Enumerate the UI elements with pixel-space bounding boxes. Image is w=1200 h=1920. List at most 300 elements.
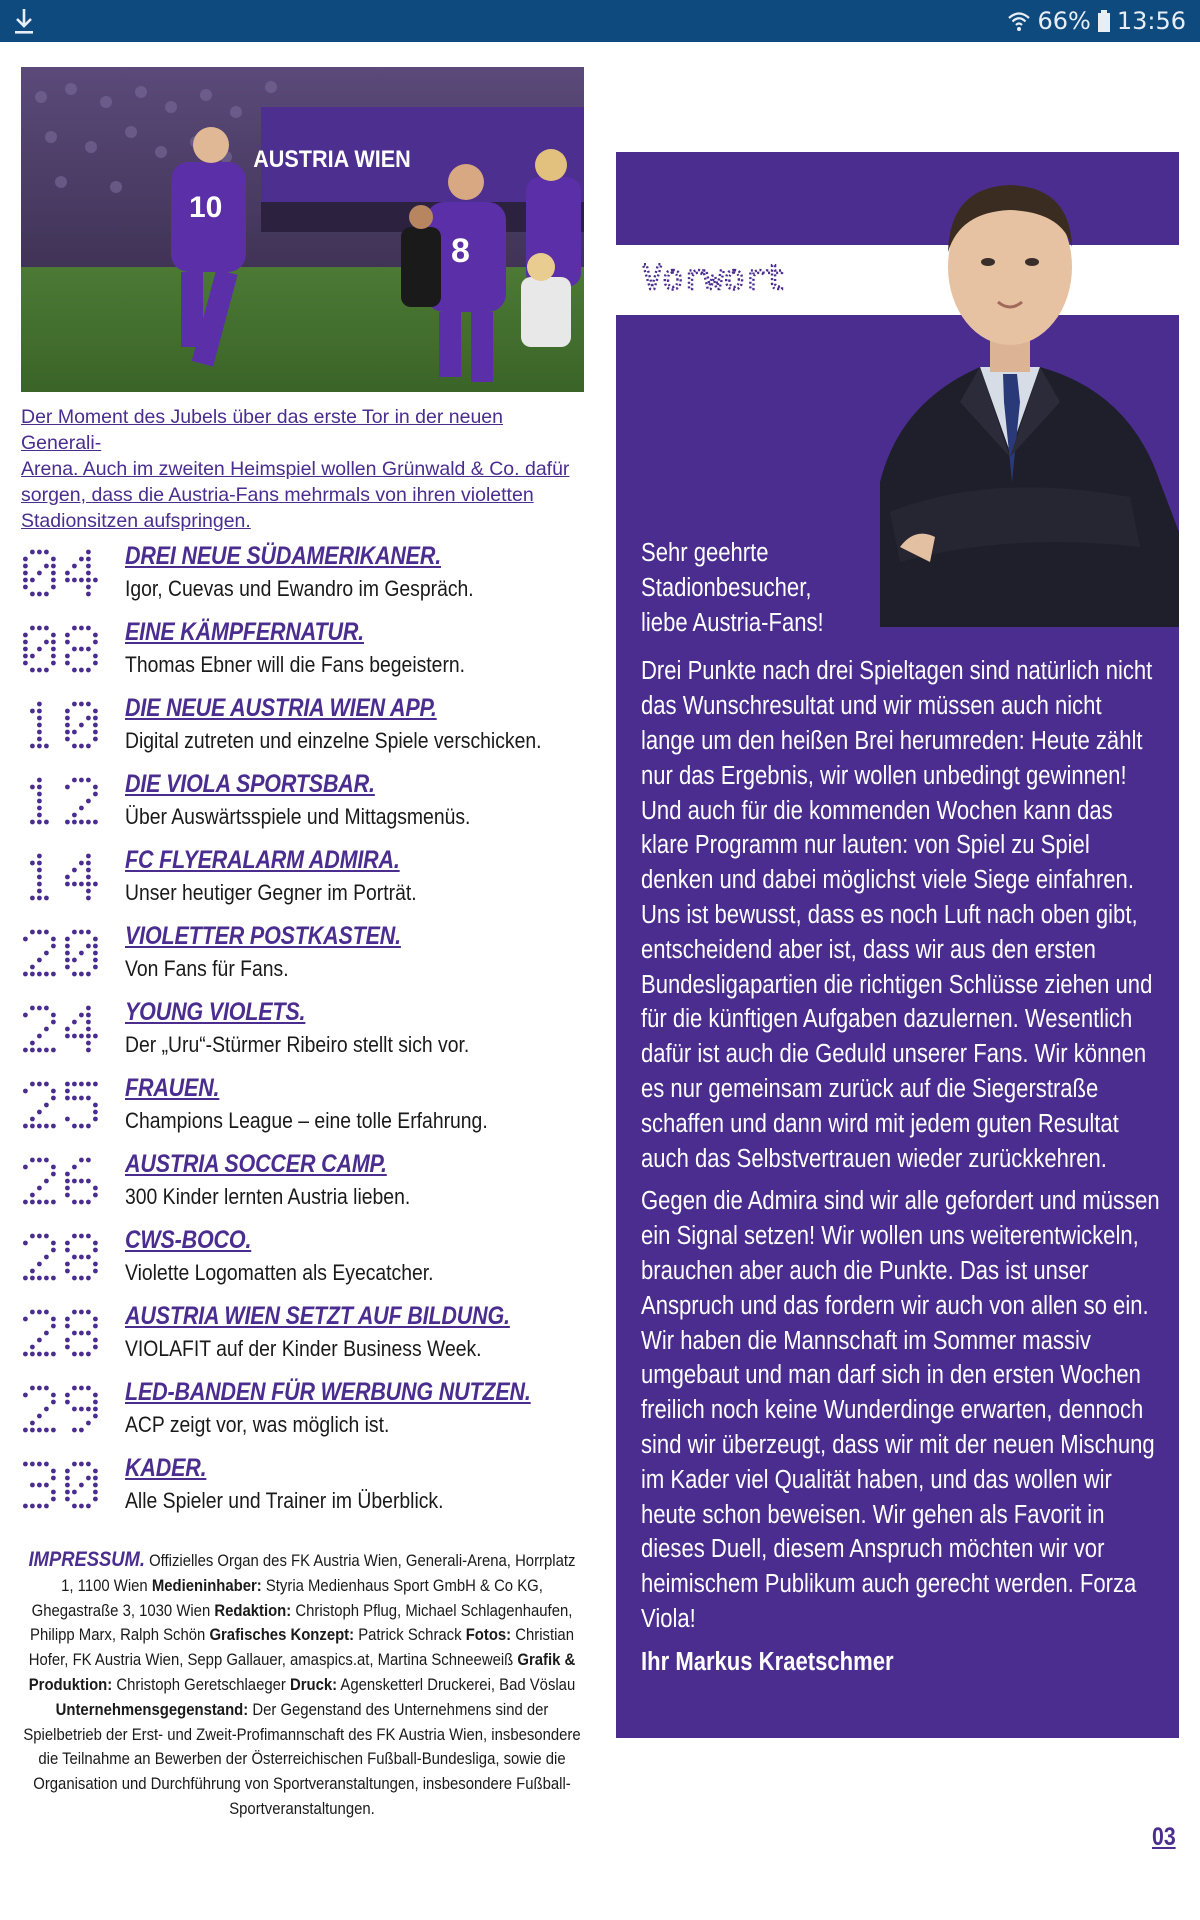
match-photo (21, 67, 584, 392)
toc-description: Unser heutiger Gegner im Porträt. (125, 880, 417, 905)
page-digit-dot (72, 972, 77, 977)
page-digit-dot (23, 557, 28, 562)
clock: 13:56 (1116, 7, 1186, 35)
page-digit-dot (51, 1476, 56, 1481)
page-digit-dot (44, 592, 49, 597)
page-digit-dot (65, 709, 70, 714)
toc-title-link[interactable]: EINE KÄMPFERNATUR. (125, 618, 364, 646)
toc-page-number (20, 700, 100, 750)
page-digit-dot (37, 1082, 42, 1087)
page-digit-dot (86, 1255, 91, 1260)
page-digit-dot (65, 1089, 70, 1094)
page-digit-dot (30, 1048, 35, 1053)
page-digit-dot (79, 557, 84, 562)
status-right (1007, 7, 1186, 35)
page-digit-dot (86, 1096, 91, 1101)
page-digit-dot (51, 1172, 56, 1177)
letter-signature: Ihr Markus Kraetschmer (641, 1647, 894, 1676)
page-digit-dot (72, 1200, 77, 1205)
page-digit-dot (51, 1428, 56, 1433)
page-digit-dot (30, 861, 35, 866)
page-digit-dot (86, 1006, 91, 1011)
toc-description: 300 Kinder lernten Austria lieben. (125, 1184, 411, 1209)
page-digit-dot (72, 1428, 77, 1433)
page-digit-dot (37, 1276, 42, 1281)
toc-item[interactable] (20, 1452, 595, 1528)
page-digit-dot (44, 1331, 49, 1336)
toc-title-link[interactable]: FC FLYERALARM ADMIRA. (125, 846, 400, 874)
page-digit-dot (44, 640, 49, 645)
page-digit-dot (79, 1352, 84, 1357)
page-digit-dot (65, 654, 70, 659)
page-digit-dot (51, 1352, 56, 1357)
page-digit-dot (86, 1048, 91, 1053)
impressum: IMPRESSUM. Offizielles Organ des FK Austria Wien, Generali-Arena, Horrplatz 1, 1100 Wien Medieninhaber: Styria Medienhaus Sport GmbH & Co KG, Ghegastraße 3, 1030 Wien Redaktion: Christoph Pflug, Michael Schlagenhaufen, Philipp Marx, Ralph Schön Grafisches Konzept: Patrick Schrack Fotos: Christian Hofer, FK Austria Wien, Sepp Gallauer, amaspics.at, Martina Schneeweiß Grafik & Produktion: Christoph Geretschlaeger Druck: Agensketterl Druckerei, Bad Vöslau Unternehmensgegenstand: Der Gegenstand des Unternehmens sind der Spielbetrieb der Erst- und Zweit-Profimannschaft des FK Austria Wien, insbesondere die Teilnahme an Bewerben der Österreichischen Fußball-Bundesliga, sowie die Organisation und Durchführung von Sportveranstaltungen, insbesondere Fußball-Sportveranstaltungen. (23, 1548, 581, 1818)
page-digit-dot (37, 626, 42, 631)
page-digit-dot (37, 1483, 42, 1488)
page-digit-dot (37, 854, 42, 859)
page-digit-dot (93, 1414, 98, 1419)
page-digit-dot (23, 647, 28, 652)
page-digit-dot (79, 1255, 84, 1260)
page-digit-dot (30, 744, 35, 749)
page-digit-dot (65, 716, 70, 721)
page-digit-dot (65, 958, 70, 963)
page-digit-dot (30, 1006, 35, 1011)
page-digit-dot (93, 1117, 98, 1122)
page-digit-dot (37, 1006, 42, 1011)
page-digit-dot (30, 1193, 35, 1198)
page-digit-dot (23, 1276, 28, 1281)
status-bar (0, 0, 1200, 42)
page-digit-dot (23, 1089, 28, 1094)
page-digit-dot (23, 633, 28, 638)
page-digit-dot (65, 1027, 70, 1032)
toc-title-link[interactable]: KADER. (125, 1454, 207, 1482)
page-digit-dot (93, 944, 98, 949)
page-digit-dot (37, 896, 42, 901)
page-digit-dot (51, 1497, 56, 1502)
page-digit-dot (79, 702, 84, 707)
page-digit-dot (86, 1158, 91, 1163)
page-digit-dot (44, 1006, 49, 1011)
toc-item[interactable] (20, 1300, 595, 1376)
caption-line-2: Arena. Auch im zweiten Heimspiel wollen Grünwald & Co. dafür (21, 458, 570, 480)
page-digit-dot (44, 1255, 49, 1260)
toc-title-link[interactable]: YOUNG VIOLETS. (125, 998, 306, 1026)
page-digit-dot (37, 792, 42, 797)
toc-item[interactable] (20, 692, 595, 768)
page-digit-dot (72, 1310, 77, 1315)
page-digit-dot (86, 571, 91, 576)
svg-text:8: 8 (451, 232, 470, 270)
page-digit-dot (51, 1490, 56, 1495)
page-digit-dot (37, 1158, 42, 1163)
page-number: 03 (1152, 1823, 1176, 1851)
page-digit-dot (72, 1407, 77, 1412)
page-digit-dot (44, 564, 49, 569)
page-digit-dot (86, 868, 91, 873)
page-digit-dot (23, 1428, 28, 1433)
page-digit-dot (37, 861, 42, 866)
page-digit-dot (51, 1241, 56, 1246)
page-digit-dot (93, 716, 98, 721)
toc-item[interactable] (20, 920, 595, 996)
page-digit-dot (30, 709, 35, 714)
download-icon (12, 6, 36, 36)
page-digit-dot (86, 854, 91, 859)
page-digit-dot (93, 1082, 98, 1087)
toc-page-number (20, 1232, 100, 1282)
page-digit-dot (65, 1476, 70, 1481)
page-digit-dot (44, 1103, 49, 1108)
page-digit-dot (65, 640, 70, 645)
page-digit-dot (30, 1158, 35, 1163)
page-digit-dot (65, 578, 70, 583)
page-digit-dot (65, 1338, 70, 1343)
page-digit-dot (93, 1248, 98, 1253)
page-digit-dot (30, 1462, 35, 1467)
page-digit-dot (79, 1483, 84, 1488)
page-digit-dot (51, 1248, 56, 1253)
page-digit-dot (51, 937, 56, 942)
page-digit-dot (44, 1407, 49, 1412)
page-digit-dot (44, 1158, 49, 1163)
page-digit-dot (51, 1324, 56, 1329)
page-digit-dot (65, 1034, 70, 1039)
page-digit-dot (37, 744, 42, 749)
page-digit-dot (72, 578, 77, 583)
page-digit-dot (93, 1324, 98, 1329)
page-digit-dot (86, 592, 91, 597)
page-digit-dot (93, 730, 98, 735)
toc-title-link[interactable]: DIE NEUE AUSTRIA WIEN APP. (125, 694, 437, 722)
page-digit-dot (86, 1179, 91, 1184)
page-digit-dot (72, 1504, 77, 1509)
page-digit-dot (86, 820, 91, 825)
page-digit-dot (51, 1048, 56, 1053)
page-digit-dot (86, 778, 91, 783)
page-digit-dot (93, 1497, 98, 1502)
page-digit-dot (65, 875, 70, 880)
wifi-icon (1007, 9, 1031, 33)
page-digit-dot (37, 778, 42, 783)
toc-page-number (20, 624, 100, 674)
toc-item[interactable] (20, 616, 595, 692)
page-digit-dot (93, 820, 98, 825)
page-digit-dot (23, 654, 28, 659)
page-digit-dot (72, 626, 77, 631)
page-digit-dot (79, 1504, 84, 1509)
page-digit-dot (51, 1276, 56, 1281)
page-digit-dot (44, 668, 49, 673)
page-digit-dot (51, 1469, 56, 1474)
page-digit-dot (51, 1124, 56, 1129)
battery-percent: 66% (1037, 7, 1091, 35)
page-digit-dot (44, 1179, 49, 1184)
svg-text:10: 10 (189, 191, 223, 224)
toc-item[interactable] (20, 1224, 595, 1300)
page-digit-dot (37, 571, 42, 576)
page-digit-dot (86, 1407, 91, 1412)
page-digit-dot (23, 972, 28, 977)
page-digit-dot (72, 882, 77, 887)
page-digit-dot (37, 1462, 42, 1467)
toc-page-number (20, 548, 100, 598)
page-digit-dot (86, 1027, 91, 1032)
page-digit-dot (86, 1041, 91, 1046)
page-digit-dot (51, 1165, 56, 1170)
page-digit-dot (51, 1096, 56, 1101)
page-digit-dot (86, 585, 91, 590)
page-digit-dot (93, 640, 98, 645)
page-digit-dot (65, 1186, 70, 1191)
page-digit-dot (86, 882, 91, 887)
page-digit-dot (51, 1400, 56, 1405)
page-digit-dot (86, 799, 91, 804)
page-digit-dot (44, 1234, 49, 1239)
page-digit-dot (86, 1386, 91, 1391)
page-digit-dot (23, 1165, 28, 1170)
page-digit-dot (37, 592, 42, 597)
toc-title-link[interactable]: VIOLETTER POSTKASTEN. (125, 922, 401, 950)
page-digit-dot (37, 882, 42, 887)
page-digit-dot (44, 1027, 49, 1032)
page-digit-dot (72, 1386, 77, 1391)
page-digit-dot (93, 1262, 98, 1267)
page-digit-dot (37, 1110, 42, 1115)
page-digit-dot (37, 730, 42, 735)
caption-line-1: Der Moment des Jubels über das erste Tor in der neuen Generali- (21, 406, 503, 454)
page-digit-dot (79, 723, 84, 728)
page-digit-dot (72, 1255, 77, 1260)
page-digit-dot (86, 896, 91, 901)
page-digit-dot (30, 965, 35, 970)
page-digit-dot (44, 550, 49, 555)
impressum-heading: IMPRESSUM. (28, 1548, 145, 1571)
toc-title-link[interactable]: AUSTRIA SOCCER CAMP. (125, 1150, 387, 1178)
page-digit-dot (79, 951, 84, 956)
page-digit-dot (51, 1393, 56, 1398)
page-digit-dot (44, 1352, 49, 1357)
page-digit-dot (93, 1345, 98, 1350)
page-digit-dot (30, 626, 35, 631)
caption-line-3: sorgen, dass die Austria-Fans mehrmals von ihren violetten (21, 484, 534, 506)
toc-description: Alle Spieler und Trainer im Überblick. (125, 1488, 444, 1513)
page-digit-dot (30, 1421, 35, 1426)
page-digit-dot (93, 1269, 98, 1274)
toc-page-number (20, 928, 100, 978)
toc-page-number (20, 1460, 100, 1510)
page-digit-dot (51, 1200, 56, 1205)
page-digit-dot (23, 1317, 28, 1322)
toc-title-link[interactable]: LED-BANDEN FÜR WERBUNG NUTZEN. (125, 1378, 531, 1406)
page-digit-dot (79, 1462, 84, 1467)
toc-description: Thomas Ebner will die Fans begeistern. (125, 652, 466, 677)
page-digit-dot (37, 930, 42, 935)
page-digit-dot (37, 875, 42, 880)
page-digit-dot (72, 1082, 77, 1087)
page-digit-dot (30, 668, 35, 673)
page-digit-dot (51, 654, 56, 659)
page-digit-dot (86, 1234, 91, 1239)
toc-item[interactable] (20, 1148, 595, 1224)
page-digit-dot (93, 1186, 98, 1191)
page-digit-dot (65, 1400, 70, 1405)
page-digit-dot (86, 930, 91, 935)
page-digit-dot (30, 820, 35, 825)
page-digit-dot (44, 1200, 49, 1205)
caption-line-4: Stadionsitzen aufspringen. (21, 510, 251, 532)
page-digit-dot (51, 944, 56, 949)
page-digit-dot (37, 1200, 42, 1205)
toc-description: Igor, Cuevas und Ewandro im Gespräch. (125, 576, 474, 601)
page-digit-dot (65, 1172, 70, 1177)
page-digit-dot (79, 1428, 84, 1433)
page-digit-dot (30, 578, 35, 583)
toc-title-link[interactable]: AUSTRIA WIEN SETZT AUF BILDUNG. (125, 1302, 510, 1330)
page-digit-dot (93, 792, 98, 797)
page-digit-dot (72, 647, 77, 652)
page-digit-dot (72, 958, 77, 963)
page-digit-dot (51, 1317, 56, 1322)
page-digit-dot (23, 1013, 28, 1018)
page-digit-dot (93, 1241, 98, 1246)
page-digit-dot (72, 868, 77, 873)
page-digit-dot (86, 875, 91, 880)
page-digit-dot (37, 1186, 42, 1191)
toc-title-link[interactable]: CWS-BOCO. (125, 1226, 252, 1254)
page-digit-dot (79, 1082, 84, 1087)
toc-description: Digital zutreten und einzelne Spiele verschicken. (125, 728, 542, 753)
page-digit-dot (44, 951, 49, 956)
page-digit-dot (51, 557, 56, 562)
vorwort-heading (640, 258, 800, 298)
page-digit-dot (86, 1421, 91, 1426)
page-digit-dot (86, 1276, 91, 1281)
page-digit-dot (65, 1241, 70, 1246)
page-digit-dot (23, 937, 28, 942)
page-digit-dot (93, 1407, 98, 1412)
page-digit-dot (86, 550, 91, 555)
page-digit-dot (93, 723, 98, 728)
page-digit-dot (93, 654, 98, 659)
page-digit-dot (23, 1504, 28, 1509)
page-digit-dot (93, 1034, 98, 1039)
toc-description: Der „Uru“-Stürmer Ribeiro stellt sich vor. (125, 1032, 470, 1057)
page-digit-dot (86, 1504, 91, 1509)
page-digit-dot (86, 564, 91, 569)
page-digit-dot (30, 1386, 35, 1391)
page-digit-dot (37, 1352, 42, 1357)
toc-title-link[interactable]: DREI NEUE SÜDAMERIKANER. (125, 542, 442, 570)
toc-description: Champions League – eine tolle Erfahrung. (125, 1108, 488, 1133)
page-digit-dot (30, 1352, 35, 1357)
toc-item[interactable] (20, 768, 595, 844)
page-digit-dot (37, 813, 42, 818)
page-digit-dot (23, 564, 28, 569)
toc-item[interactable] (20, 1072, 595, 1148)
page-digit-dot (86, 1476, 91, 1481)
page-digit-dot (30, 1117, 35, 1122)
page-digit-dot (72, 1234, 77, 1239)
letter-paragraph-2: Gegen die Admira sind wir alle gefordert und müssen ein Signal setzen! Wir wollen uns weiterentwickeln, brauchen aber auch die Punkte. Das ist unser Anspruch und das fordern wir auch von allen so ein. Wir haben die Mannschaft im Sommer massiv umgebaut und man darf sich in den ersten Wochen freilich noch keine Wunderdinge erwarten, dennoch sind wir überzeugt, dass wir mit der neuen Mischung im Kader viel Qualität haben, und das wollen wir heute schon beweisen. Wir gehen als Favorit in dieses Duell, diesem Anspruch möchten wir vor heimischem Publikum auch gerecht werden. Forza Viola! (641, 1187, 1160, 1633)
page-digit-dot (86, 1020, 91, 1025)
page-digit-dot (72, 820, 77, 825)
page-digit-dot (37, 550, 42, 555)
page-digit-dot (65, 1490, 70, 1495)
page-digit-dot (51, 1089, 56, 1094)
page-digit-dot (30, 972, 35, 977)
page-digit-dot (51, 1013, 56, 1018)
page-digit-dot (37, 1504, 42, 1509)
page-digit-dot (65, 737, 70, 742)
toc-page-number (20, 1308, 100, 1358)
toc-description: ACP zeigt vor, was möglich ist. (125, 1412, 390, 1437)
page-digit-dot (37, 1386, 42, 1391)
page-digit-dot (72, 668, 77, 673)
vorwort-letter (641, 536, 1161, 1688)
page-digit-dot (86, 1462, 91, 1467)
toc-title-link[interactable]: FRAUEN. (125, 1074, 220, 1102)
toc-page-number (20, 1004, 100, 1054)
toc-item[interactable] (20, 1376, 595, 1452)
page-digit-dot (65, 661, 70, 666)
page-digit-dot (51, 640, 56, 645)
toc-title-link[interactable]: DIE VIOLA SPORTSBAR. (125, 770, 375, 798)
page-digit-dot (65, 1096, 70, 1101)
page-digit-dot (79, 1096, 84, 1101)
page-digit-dot (44, 1483, 49, 1488)
page-digit-dot (72, 564, 77, 569)
page-digit-dot (23, 1462, 28, 1467)
page-digit-dot (72, 1462, 77, 1467)
page-digit-dot (65, 1269, 70, 1274)
page-digit-dot (23, 1352, 28, 1357)
toc-item[interactable] (20, 540, 595, 616)
page-digit-dot (86, 944, 91, 949)
page-digit-dot (86, 557, 91, 562)
page-digit-dot (44, 1462, 49, 1467)
page-digit-dot (65, 1483, 70, 1488)
page-digit-dot (65, 820, 70, 825)
page-digit-dot (44, 1504, 49, 1509)
page-digit-dot (72, 1020, 77, 1025)
page-digit-dot (79, 1310, 84, 1315)
page-digit-dot (79, 930, 84, 935)
toc-item[interactable] (20, 996, 595, 1072)
page-digit-dot (79, 861, 84, 866)
page-digit-dot (86, 668, 91, 673)
toc-page-number (20, 852, 100, 902)
page-digit-dot (44, 896, 49, 901)
toc-description: VIOLAFIT auf der Kinder Business Week. (125, 1336, 482, 1361)
page-digit-dot (72, 1124, 77, 1129)
page-digit-dot (65, 633, 70, 638)
page-digit-dot (79, 578, 84, 583)
page-digit-dot (37, 1048, 42, 1053)
page-digit-dot (86, 578, 91, 583)
page-digit-dot (86, 744, 91, 749)
page-digit-dot (37, 1034, 42, 1039)
page-digit-dot (30, 930, 35, 935)
page-digit-dot (93, 1400, 98, 1405)
page-digit-dot (23, 1200, 28, 1205)
toc-item[interactable] (20, 844, 595, 920)
page-digit-dot (51, 661, 56, 666)
page-digit-dot (51, 972, 56, 977)
toc-page-number (20, 776, 100, 826)
